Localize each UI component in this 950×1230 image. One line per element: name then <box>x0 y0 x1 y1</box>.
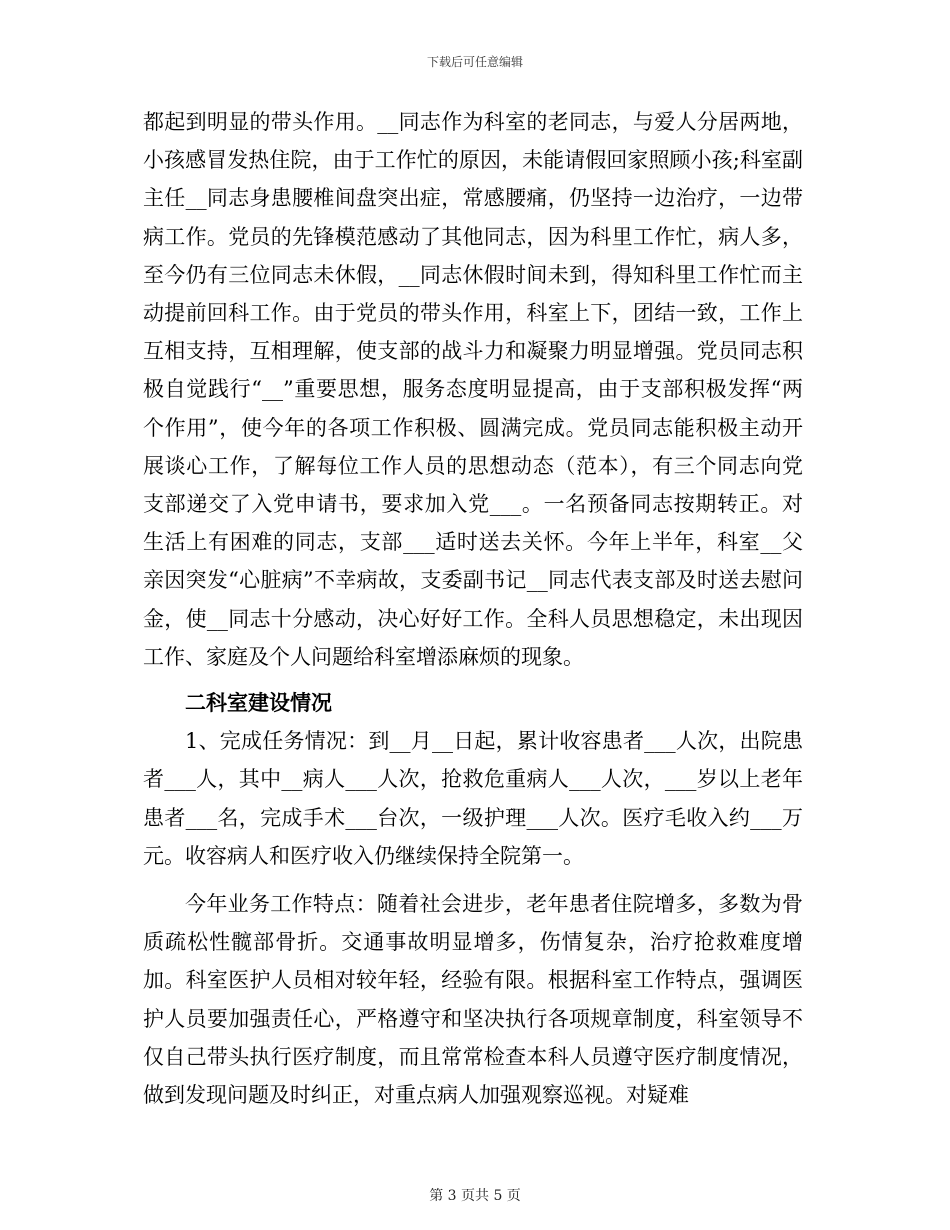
paragraph-task-completion: 1、完成任务情况：到__月__日起，累计收容患者___人次，出院患者___人，其中__病人___人次，抢救危重病人___人次，___岁以上老年患者___名，完成手术___台次，一级护理___人次。医疗毛收入约___万元。收容病人和医疗收入仍继续保持全院第一。 <box>143 729 803 868</box>
page-header: 下载后可任意编辑 <box>426 55 523 69</box>
paragraph-party-role: 都起到明显的带头作用。__同志作为科室的老同志，与爱人分居两地，小孩感冒发热住院，由于工作忙的原因，未能请假回家照顾小孩;科室副主任__同志身患腰椎间盘突出症，常感腰痛，仍坚持一边治疗，一边带病工作。党员的先锋模范感动了其他同志，因为科里工作忙，病人多，至今仍有三位同志未休假，__同志休假时间未到，得知科里工作忙而主动提前回科工作。由于党员的带头作用，科室上下，团结一致，工作上互相支持，互相理解，使支部的战斗力和凝聚力明显增强。党员同志积极自觉践行“__”重要思想，服务态度明显提高，由于支部积极发挥“两个作用”，使今年的各项工作积极、圆满完成。党员同志能积极主动开展谈心工作，了解每位工作人员的思想动态（范本），有三个同志向党支部递交了入党申请书，要求加入党___。一名预备同志按期转正。对生活上有困难的同志，支部___适时送去关怀。今年上半年，科室__父亲因突发“心脏病”不幸病故，支委副书记__同志代表支部及时送去慰问金，使__同志十分感动，决心好好工作。全科人员思想稳定，未出现因工作、家庭及个人问题给科室增添麻烦的现象。 <box>143 110 803 669</box>
document-body <box>143 103 803 1114</box>
paragraph-business-features: 今年业务工作特点：随着社会进步，老年患者住院增多，多数为骨质疏松性髋部骨折。交通事故明显增多，伤情复杂，治疗抢救难度增加。科室医护人员相对较年轻，经验有限。根据科室工作特点，强调医护人员要加强责任心，严格遵守和坚决执行各项规章制度，科室领导不仅自己带头执行医疗制度，而且常常检查本科人员遵守医疗制度情况，做到发现问题及时纠正，对重点病人加强观察巡视。对疑难 <box>143 892 803 1108</box>
section-heading-department-construction: 二科室建设情况 <box>185 691 332 716</box>
page-footer: 第 3 页共 5 页 <box>429 1188 521 1204</box>
